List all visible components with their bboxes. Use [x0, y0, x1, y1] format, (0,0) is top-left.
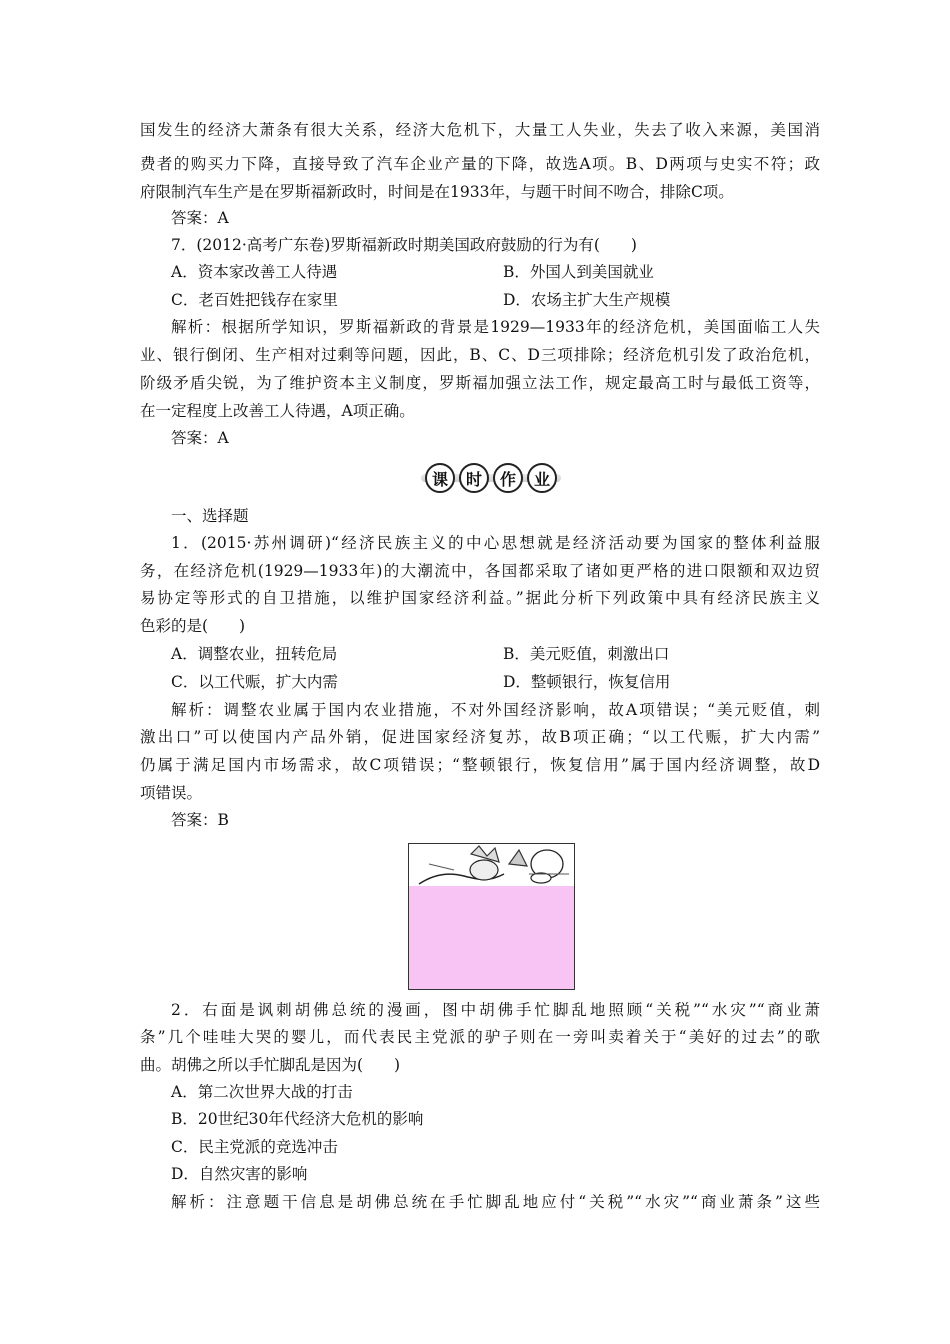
section-title: 一、选择题 — [171, 507, 249, 525]
question-stem: 2．右面是讽刺胡佛总统的漫画，图中胡佛手忙脚乱地照顾“关税”“水灾”“商业萧 — [171, 1001, 820, 1019]
question-stem: 务，在经济危机(1929—1933年)的大潮流中，各国都采取了诸如更严格的进口限额和双边贸 — [140, 562, 820, 580]
question-stem: 易协定等形式的自卫措施，以维护国家经济利益。”据此分析下列政策中具有经济民族主义 — [140, 589, 820, 607]
question-stem: 条”几个哇哇大哭的婴儿，而代表民主党派的驴子则在一旁叫卖着关于“美好的过去”的歌 — [140, 1028, 820, 1046]
question-stem: 曲。胡佛之所以手忙脚乱是因为( ) — [140, 1056, 401, 1074]
option-c: C．以工代赈，扩大内需 — [171, 673, 338, 691]
option-d: D．自然灾害的影响 — [171, 1165, 308, 1183]
option-d: D．农场主扩大生产规模 — [503, 291, 671, 309]
banner-char: 课 — [425, 463, 455, 493]
answer-line: 答案：A — [171, 429, 229, 447]
answer-line: 答案：A — [171, 209, 229, 227]
question-stem: 1．(2015·苏州调研)“经济民族主义的中心思想就是经济活动要为国家的整体利益服 — [171, 534, 820, 552]
analysis-line: 解析：根据所学知识，罗斯福新政的背景是1929—1933年的经济危机，美国面临工人失 — [171, 318, 820, 336]
option-b: B．20世纪30年代经济大危机的影响 — [171, 1110, 424, 1128]
option-b: B．外国人到美国就业 — [503, 263, 654, 281]
option-b: B．美元贬值，刺激出口 — [503, 645, 670, 663]
analysis-line: 项错误。 — [140, 784, 203, 802]
cartoon-sketch — [409, 844, 575, 886]
analysis-line: 在一定程度上改善工人待遇，A项正确。 — [140, 402, 415, 420]
paragraph-line: 国发生的经济大萧条有很大关系，经济大危机下，大量工人失业，失去了收入来源，美国消 — [140, 121, 820, 139]
image-mask — [409, 886, 575, 990]
section-banner — [421, 462, 561, 494]
paragraph-line: 府限制汽车生产是在罗斯福新政时，时间是在1933年，与题干时间不吻合，排除C项。 — [140, 183, 734, 201]
option-a: A．调整农业，扭转危局 — [171, 645, 338, 663]
banner-char: 时 — [459, 463, 489, 493]
option-d: D．整顿银行，恢复信用 — [503, 673, 671, 691]
banner-char: 业 — [527, 463, 557, 493]
paragraph-line: 费者的购买力下降，直接导致了汽车企业产量的下降，故选A项。B、D两项与史实不符；政 — [140, 155, 820, 173]
analysis-line: 解析：注意题干信息是胡佛总统在手忙脚乱地应付“关税”“水灾”“商业萧条”这些 — [171, 1193, 820, 1211]
analysis-line: 解析：调整农业属于国内农业措施，不对外国经济影响，故A项错误；“美元贬值，刺 — [171, 701, 820, 719]
option-c: C．民主党派的竞选冲击 — [171, 1138, 338, 1156]
option-c: C．老百姓把钱存在家里 — [171, 291, 338, 309]
cartoon-image — [408, 843, 575, 990]
analysis-line: 业、银行倒闭、生产相对过剩等问题，因此，B、C、D三项排除；经济危机引发了政治危机， — [140, 346, 820, 364]
option-a: A．资本家改善工人待遇 — [171, 263, 338, 281]
analysis-line: 仍属于满足国内市场需求，故C项错误；“整顿银行，恢复信用”属于国内经济调整，故D — [140, 756, 820, 774]
question-stem: 色彩的是( ) — [140, 617, 246, 635]
analysis-line: 阶级矛盾尖锐，为了维护资本主义制度，罗斯福加强立法工作，规定最高工时与最低工资等， — [140, 374, 820, 392]
banner-char: 作 — [493, 463, 523, 493]
option-a: A．第二次世界大战的打击 — [171, 1083, 353, 1101]
question-stem: 7．(2012·高考广东卷)罗斯福新政时期美国政府鼓励的行为有( ) — [171, 236, 637, 254]
analysis-line: 激出口”可以使国内产品外销，促进国家经济复苏，故B项正确；“以工代赈，扩大内需” — [140, 728, 820, 746]
answer-line: 答案：B — [171, 811, 229, 829]
